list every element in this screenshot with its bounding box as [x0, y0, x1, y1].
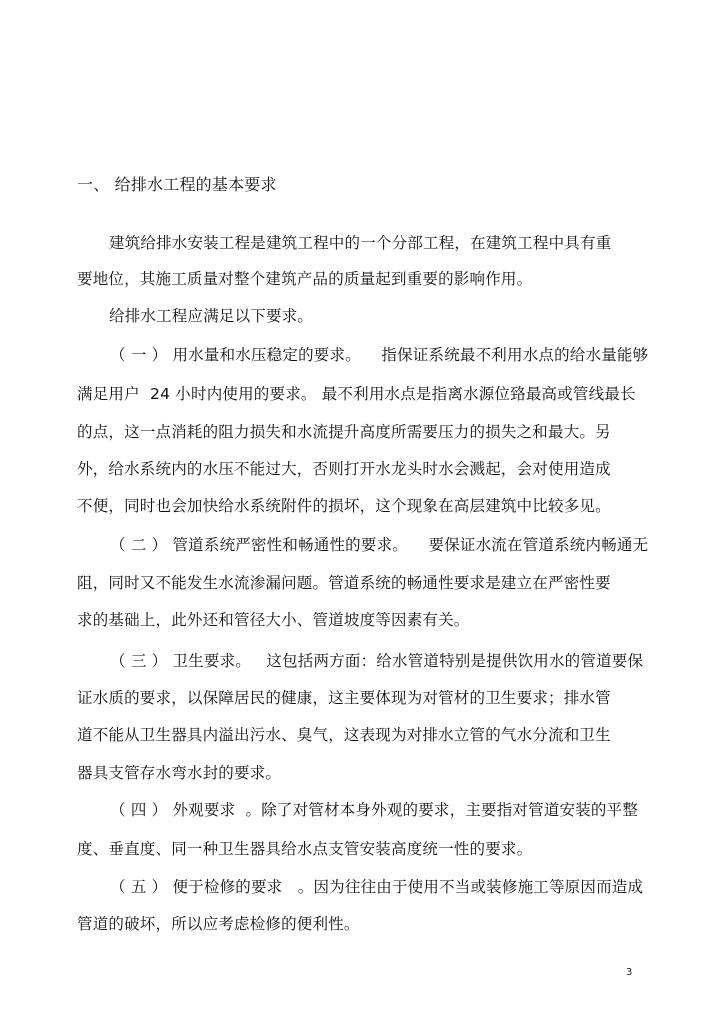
paragraph-line: 的点，这一点消耗的阻力损失和水流提升高度所需要压力的损失之和最大。另: [77, 423, 611, 441]
paragraph-line: 证水质的要求，以保障居民的健康，这主要体现为对管材的卫生要求；排水管: [77, 689, 611, 707]
page-number: 3: [626, 967, 633, 978]
paragraph-line: 道不能从卫生器具内溢出污水、臭气，这表现为对排水立管的气水分流和卫生: [77, 726, 611, 744]
section-heading: 一、 给排水工程的基本要求: [77, 175, 277, 194]
paragraph-line: （ 三 ） 卫生要求。 这包括两方面：给水管道特别是提供饮用水的管道要保: [110, 652, 644, 670]
paragraph-line: 阻，同时又不能发生水流渗漏问题。管道系统的畅通性要求是建立在严密性要: [77, 574, 611, 592]
paragraph-line: （ 二 ） 管道系统严密性和畅通性的要求。 要保证水流在管道系统内畅通无: [110, 536, 649, 554]
paragraph-line: 要地位，其施工质量对整个建筑产品的质量起到重要的影响作用。: [77, 270, 533, 288]
paragraph-line: （ 四 ） 外观要求 。除了对管材本身外观的要求，主要指对管道安装的平整: [110, 801, 639, 819]
paragraph-line: （ 五 ） 便于检修的要求 。因为往往由于使用不当或装修施工等原因而造成: [110, 878, 644, 896]
paragraph-line: 外，给水系统内的水压不能过大，否则打开水龙头时水会溅起，会对使用造成: [77, 460, 611, 478]
paragraph-line: 给排水工程应满足以下要求。: [109, 307, 314, 325]
paragraph-line: 建筑给排水安装工程是建筑工程中的一个分部工程，在建筑工程中具有重: [109, 234, 612, 252]
paragraph-line: 器具支管存水弯水封的要求。: [77, 764, 282, 782]
paragraph-line: 满足用户 24 小时内使用的要求。 最不利用水点是指离水源位臵最高或管线最长: [77, 385, 636, 403]
paragraph-line: 不便，同时也会加快给水系统附件的损坏，这个现象在高层建筑中比较多见。: [77, 497, 611, 515]
paragraph-line: 管道的破坏，所以应考虑检修的便利性。: [77, 915, 360, 933]
paragraph-line: 求的基础上，此外还和管径大小、管道坡度等因素有关。: [77, 611, 470, 629]
paragraph-line: （ 一 ） 用水量和水压稳定的要求。 指保证系统最不利用水点的给水量能够: [110, 346, 649, 364]
paragraph-line: 度、垂直度、同一种卫生器具给水点支管安装高度统一性的要求。: [77, 840, 533, 858]
